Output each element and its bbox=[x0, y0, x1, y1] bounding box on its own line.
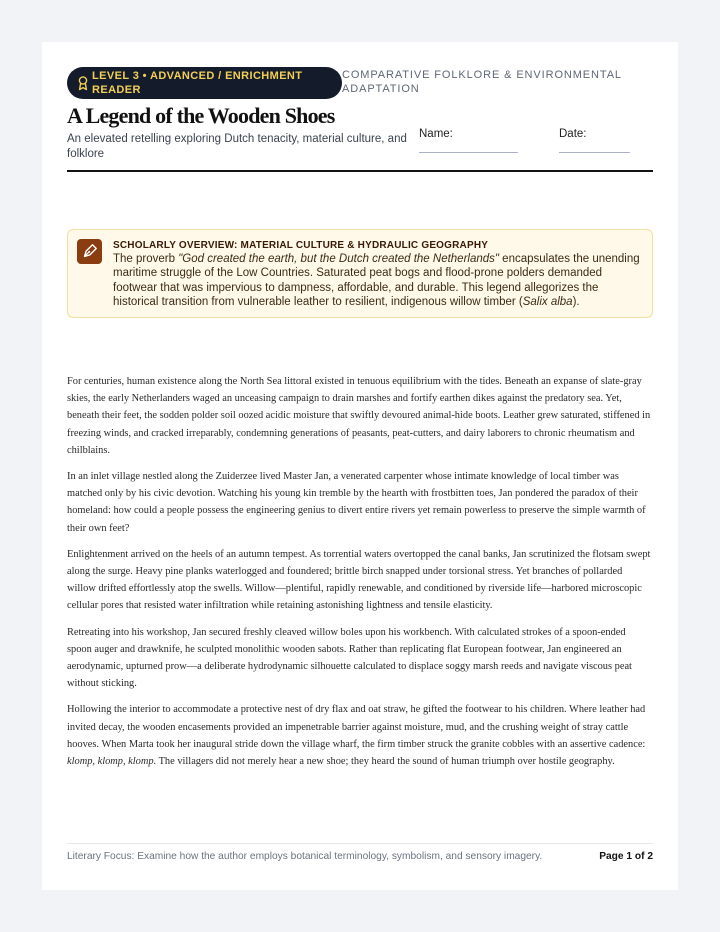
callout-heading: SCHOLARLY OVERVIEW: MATERIAL CULTURE & HYDRAULIC GEOGRAPHY bbox=[113, 240, 489, 251]
story-paragraph: In an inlet village nestled along the Zuiderzee lived Master Jan, a venerated carpenter whose intimate knowledge of local timber was matched only by his civic devotion. Watching his young kin tremble by the hearth with frostbitten toes, Jan pondered the paradox of their homeland: how could a people possess the engineering genius to divert entire rivers yet remain powerless to preserve the simple warmth of their own feet? bbox=[67, 471, 646, 534]
scholarly-overview-callout bbox=[67, 229, 653, 318]
page-title: A Legend of the Wooden Shoes bbox=[67, 103, 335, 128]
name-field[interactable] bbox=[419, 152, 518, 153]
story-paragraph: For centuries, human existence along the North Sea littoral existed in tenuous equilibrium with the tides. Beneath an expanse of slate-gray skies, the early Netherlanders waged an unceasing campaign to drain marshes and fortify earthen dikes against the predatory sea. Yet, beneath their feet, the sodden polder soil oozed acidic moisture that swiftly devoured animal-hide boots. Leather grew saturated, stiffened in freezing winds, and cracked irreparably, condemning generations of peasants, peat-cutters, and dairy laborers to chronic rheumatism and chilblains. bbox=[67, 376, 651, 456]
header-divider bbox=[67, 170, 653, 172]
worksheet-page bbox=[42, 42, 678, 890]
latin-name: Salix alba bbox=[522, 295, 573, 308]
date-field[interactable] bbox=[559, 152, 630, 153]
callout-body: The proverb "God created the earth, but the Dutch created the Netherlands" encapsulates the unending maritime struggle of the Low Countries. Saturated peat bogs and flood-prone polders demanded footwear that was impervious to dampness, affordable, and durable. This legend allegorizes the historical transition from vulnerable leather to resilient, indigenous willow timber (Salix alba). bbox=[113, 253, 640, 308]
level-badge-label: LEVEL 3 • ADVANCED / ENRICHMENT READER bbox=[92, 70, 303, 96]
award-icon bbox=[76, 75, 90, 91]
page-number: Page 1 of 2 bbox=[599, 851, 653, 862]
story-text bbox=[67, 373, 653, 779]
footer-divider bbox=[67, 843, 653, 844]
onomatopoeia: klomp, klomp, klomp. bbox=[67, 756, 157, 768]
pen-nib-icon bbox=[77, 239, 102, 264]
page-subtitle: An elevated retelling exploring Dutch tenacity, material culture, and folklore bbox=[67, 133, 407, 160]
story-paragraph: Retreating into his workshop, Jan secured freshly cleaved willow boles upon his workbench. With calculated strokes of a spoon-ended spoon auger and drawknife, he sculpted monolithic wooden sabots. Rather than replicating flat European footwear, Jan engineered an aerodynamic, upturned prow—a deliberate hydrodynamic silhouette calculated to displace soggy marsh reeds and navigate viscous peat without sticking. bbox=[67, 626, 632, 690]
name-label: Name: bbox=[419, 128, 453, 140]
level-badge bbox=[67, 67, 342, 99]
story-paragraph: Enlightenment arrived on the heels of an autumn tempest. As torrential waters overtopped the canal banks, Jan scrutinized the flotsam swept along the surge. Heavy pine planks waterlogged and foundered; brittle birch snapped under torsional stress. Yet branches of pollarded willow drifted effortlessly atop the swells. Willow—plentiful, rapidly renewable, and conditioned by riverside life—harbored microscopic cellular pores that resisted water infiltration while retaining astonishing lightness and tensile elasticity. bbox=[67, 548, 651, 612]
story-paragraph: Hollowing the interior to accommodate a protective nest of dry flax and oat straw, he gifted the footwear to his children. Where leather had invited decay, the wooden encasements provided an impenetrable barrier against moisture, mud, and the crushing weight of stray cattle hooves. When Marta took her inaugural stride down the village wharf, the firm timber struck the granite cobbles with an assertive cadence: klomp, klomp, klomp. The villagers did not merely hear a new shoe; they heard the sound of human triumph over hostile geography. bbox=[67, 704, 646, 768]
subject-label: COMPARATIVE FOLKLORE & ENVIRONMENTAL ADAPTATION bbox=[342, 69, 622, 95]
literary-focus-note: Literary Focus: Examine how the author employs botanical terminology, symbolism, and sensory imagery. bbox=[67, 851, 543, 862]
date-label: Date: bbox=[559, 128, 587, 140]
proverb-quote: "God created the earth, but the Dutch created the Netherlands" bbox=[178, 253, 499, 265]
